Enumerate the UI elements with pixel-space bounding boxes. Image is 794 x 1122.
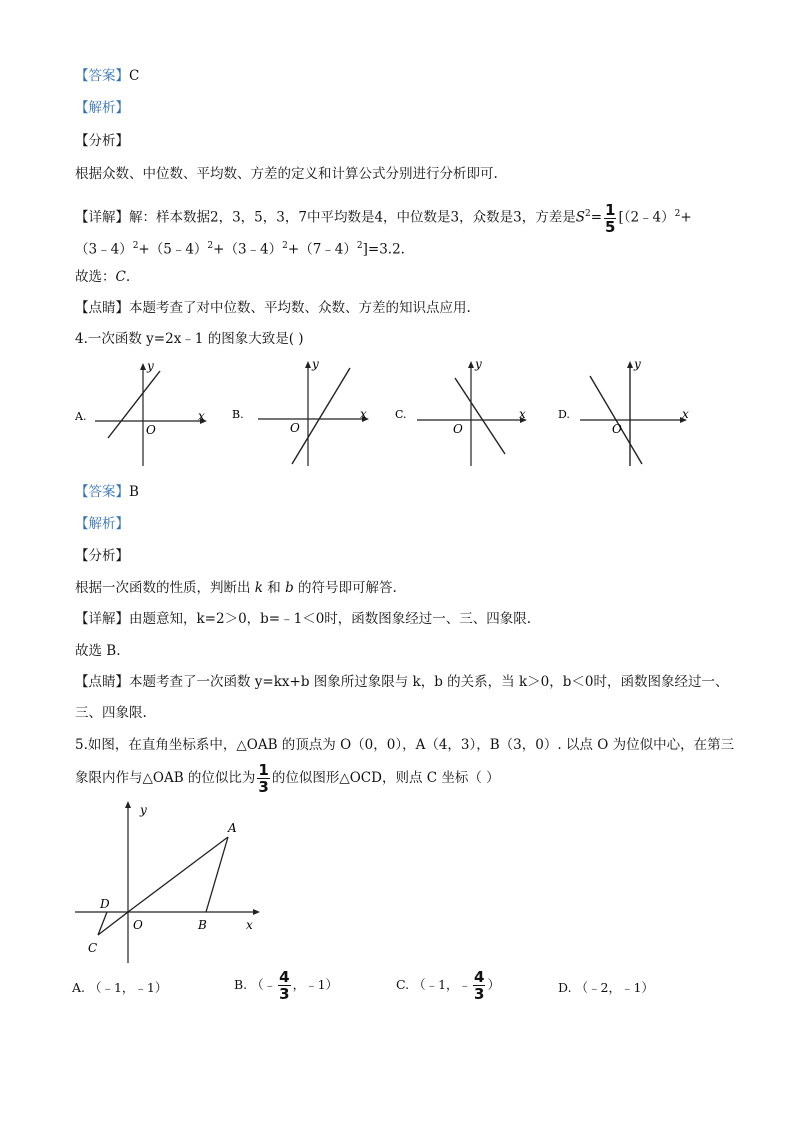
q4-note-line-2: 三、四象限.	[75, 705, 147, 721]
note-tag: 【点睛】	[75, 674, 129, 690]
fraction-denominator: 3	[474, 985, 485, 1003]
origin-label: O	[133, 918, 143, 932]
detail-text: +（7﹣4）	[287, 241, 357, 258]
x-axis-label: x	[360, 407, 367, 421]
note-tag: 【点睛】	[75, 300, 129, 316]
y-axis-label: y	[140, 803, 147, 817]
answer-tag: 【答案】	[75, 68, 129, 84]
q3-analysis-line	[75, 98, 129, 118]
point-b-label: B	[198, 918, 207, 932]
detail-text: 由题意知，k=2＞0，b=﹣1＜0时，函数图象经过一、三、四象限.	[129, 611, 532, 627]
x-axis-label: x	[519, 407, 526, 421]
q4-fenxi-tag-line	[75, 546, 129, 566]
detail-text: （3﹣4）	[75, 241, 133, 258]
fraction-numerator: 1	[605, 200, 616, 219]
answer-tag: 【答案】	[75, 484, 129, 500]
q5-option-d: D. （﹣2，﹣1）	[558, 980, 654, 995]
q3-fenxi-tag-line	[75, 131, 129, 151]
variance-symbol: S	[575, 209, 585, 226]
graph-b-svg	[232, 356, 372, 468]
option-text: ，﹣1）	[292, 977, 339, 992]
x-axis-label: x	[198, 409, 205, 423]
detail-text: +	[680, 209, 692, 226]
option-label: C.	[395, 408, 407, 421]
origin-label: O	[146, 423, 156, 437]
q4-option-d	[558, 356, 708, 472]
fenxi-text: 根据一次函数的性质，判断出	[75, 580, 251, 596]
fraction-denominator: 5	[605, 217, 616, 236]
q5-question-line-1: 5.如图，在直角坐标系中，△OAB 的顶点为 O（0，0），A（4，3），B（3，0）. 以点 O 为位似中心，在第三	[75, 737, 735, 753]
y-axis-label: y	[634, 357, 641, 371]
fenxi-text: 的符号即可解答.	[298, 580, 397, 596]
q4-answer-line	[75, 482, 139, 502]
detail-text: ]=3.2.	[362, 241, 405, 258]
fraction-four-thirds	[278, 969, 290, 1002]
detail-text: +（3﹣4）	[213, 241, 283, 258]
q5-figure	[70, 798, 270, 972]
fenxi-text: 和	[267, 580, 281, 596]
answer-value: C	[129, 68, 140, 84]
option-text: ）	[487, 977, 500, 992]
x-axis-label: x	[682, 407, 689, 421]
note-text: 本题考查了一次函数 y=kx+b 图象所过象限与 k，b 的关系，当 k＞0，b＜0时，函数图象经过一、	[129, 674, 729, 690]
fenxi-tag: 【分析】	[75, 133, 129, 149]
y-axis-label: y	[475, 357, 482, 371]
note-text: 本题考查了对中位数、平均数、众数、方差的知识点应用.	[129, 300, 471, 316]
q3-choose-line	[75, 267, 130, 287]
option-label: D.	[558, 408, 570, 421]
q3-note-line	[75, 298, 471, 318]
x-axis-label: x	[246, 918, 253, 932]
fraction-one-fifth	[604, 202, 616, 235]
fraction-four-thirds	[473, 969, 485, 1002]
option-label: B.	[232, 408, 244, 421]
fraction-one-third	[257, 762, 269, 795]
analysis-tag: 【解析】	[75, 100, 129, 116]
fraction-denominator: 3	[258, 778, 269, 796]
q5-option-a: A. （﹣1，﹣1）	[72, 980, 168, 995]
point-d-label: D	[100, 897, 110, 911]
q5-option-b	[234, 966, 338, 1004]
origin-label: O	[290, 421, 300, 435]
graph-d-svg	[558, 356, 708, 468]
fraction-numerator: 4	[279, 968, 290, 986]
b-symbol: b	[285, 580, 294, 596]
origin-label: O	[453, 422, 463, 436]
q4-note-line	[75, 672, 728, 692]
fenxi-tag: 【分析】	[75, 548, 129, 564]
graph-a-svg	[75, 358, 215, 468]
option-label: A.	[75, 410, 87, 423]
equals: =	[590, 209, 603, 226]
point-a-label: A	[228, 821, 237, 835]
detail-text: +（5﹣4）	[138, 241, 208, 258]
q4-option-a	[75, 358, 215, 472]
detail-text: 解：样本数据2，3，5，3，7中平均数是4，中位数是3，众数是3，方差是	[129, 209, 576, 226]
point-c-label: C	[88, 941, 98, 955]
answer-value: B	[129, 484, 139, 500]
q3-detail-line-2: （3﹣4）$^2$+（5﹣4）$^2$+（3﹣4）$^2$+（7﹣4）$^2$]=3.2.	[75, 241, 405, 258]
y-axis-label: y	[312, 357, 319, 371]
q3-answer-line	[75, 66, 139, 86]
graph-c-svg	[395, 356, 535, 468]
k-symbol: k	[254, 580, 263, 596]
y-axis-label: y	[147, 359, 154, 373]
choose-end: .	[125, 269, 131, 285]
option-text: C. （﹣1，﹣	[396, 977, 472, 992]
detail-text: [（2﹣4）	[618, 209, 675, 226]
fraction-numerator: 4	[474, 968, 485, 986]
superscript: 2	[584, 209, 591, 219]
q4-option-b	[232, 356, 372, 472]
question-text: 的位似图形△OCD，则点 C 坐标（ ）	[271, 770, 500, 786]
q5-figure-svg	[70, 798, 270, 968]
fraction-numerator: 1	[258, 761, 269, 779]
q3-fenxi-text: 根据众数、中位数、平均数、方差的定义和计算公式分别进行分析即可.	[75, 166, 498, 182]
origin-label: O	[612, 422, 622, 436]
fraction-denominator: 3	[279, 985, 290, 1003]
q4-fenxi-text	[75, 578, 397, 598]
q4-detail-line	[75, 609, 531, 629]
q4-choose-line: 故选 B.	[75, 643, 121, 659]
option-text: B. （﹣	[234, 977, 277, 992]
q5-option-c	[396, 966, 500, 1004]
question-text: 象限内作与△OAB 的位似比为	[75, 770, 256, 786]
q4-question: 4.一次函数 y=2x﹣1 的图象大致是( )	[75, 331, 304, 347]
q4-option-c	[395, 356, 535, 472]
q5-question-line-2	[75, 760, 500, 796]
choose-text: 故选：	[75, 269, 116, 285]
q4-analysis-line	[75, 514, 129, 534]
analysis-tag: 【解析】	[75, 516, 129, 532]
detail-tag: 【详解】	[75, 209, 129, 226]
q3-detail-line-1: 【详解】解：样本数据2，3，5，3，7中平均数是4，中位数是3，众数是3，方差是$S^2=$ $\frac{1}{5}$ [（2﹣4）$^2$+	[75, 200, 692, 236]
detail-tag: 【详解】	[75, 611, 129, 627]
choose-value: C	[115, 269, 126, 285]
